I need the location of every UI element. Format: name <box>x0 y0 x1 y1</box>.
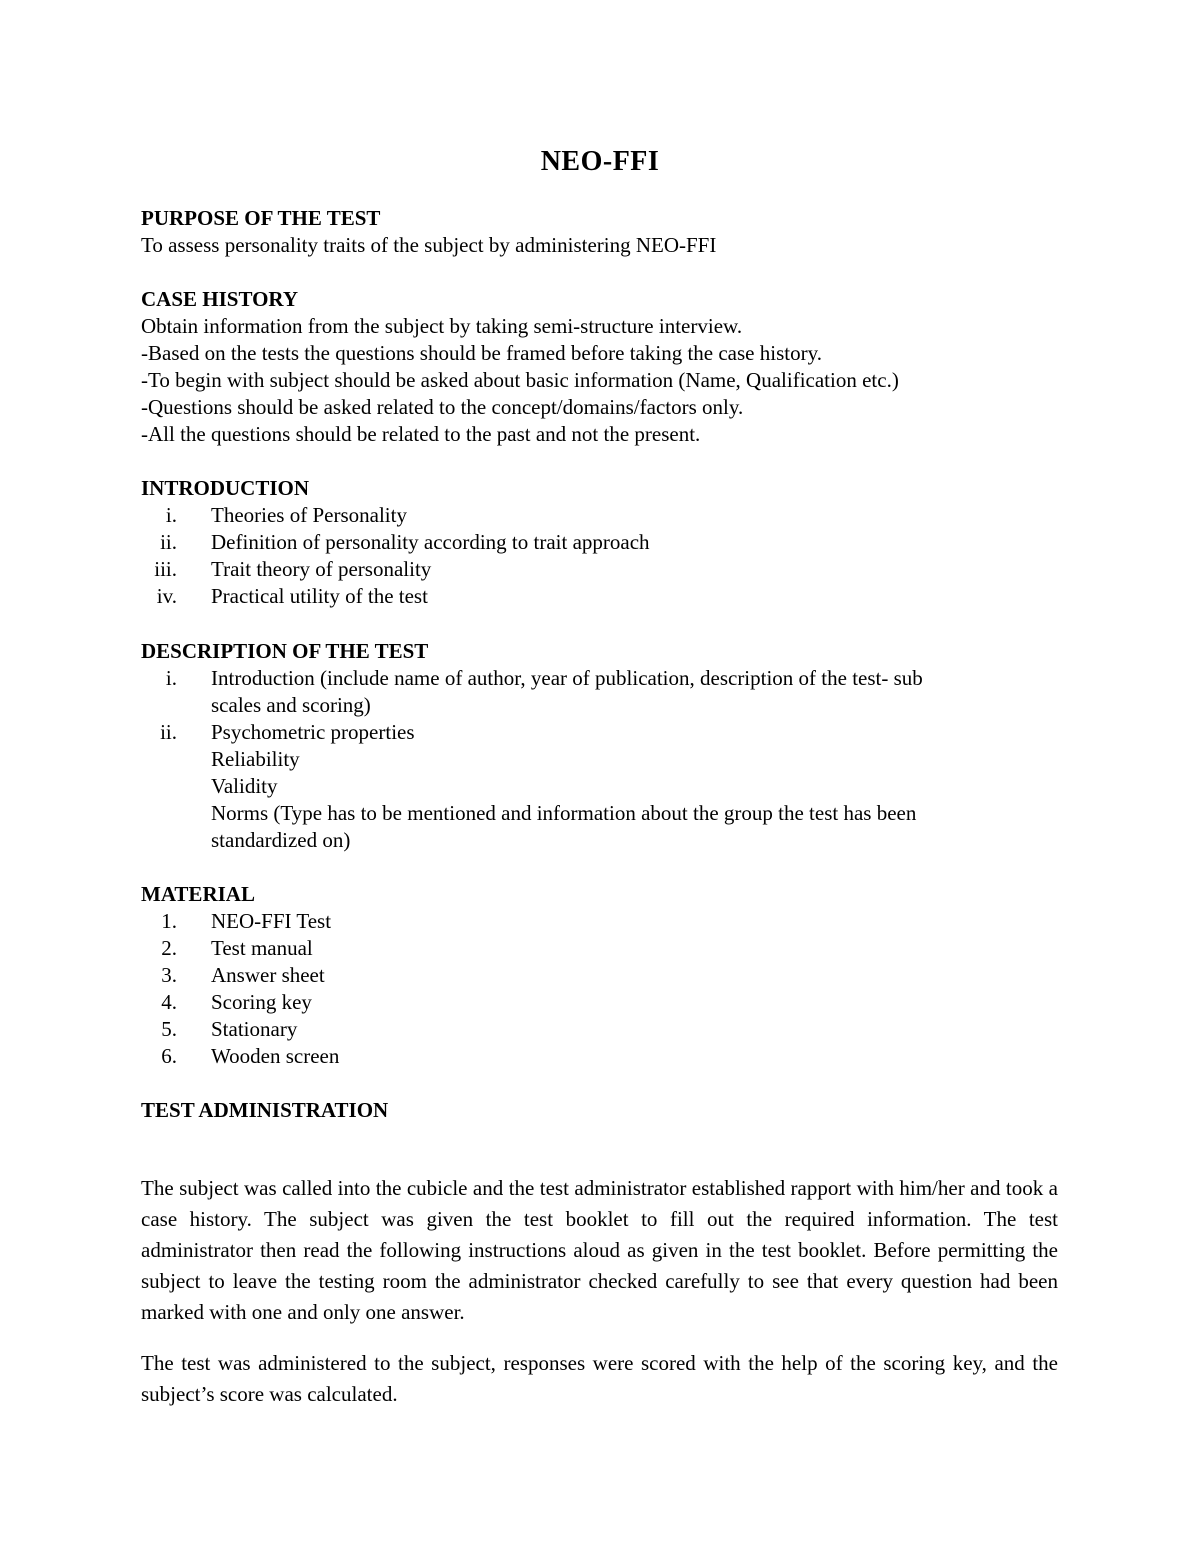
case-history-section <box>141 286 1061 448</box>
list-item-text: Psychometric properties <box>211 720 415 744</box>
list-item-number: ii. <box>160 530 177 554</box>
list-item-text: Introduction (include name of author, year of publication, description of the test- sub <box>211 666 923 690</box>
list-item-number: 2. <box>161 936 177 960</box>
list-item-number: i. <box>165 666 177 690</box>
list-item <box>141 908 1061 935</box>
administration-heading: TEST ADMINISTRATION <box>141 1098 389 1122</box>
list-item-number: 3. <box>161 963 177 987</box>
administration-paragraph: The test was administered to the subject, responses were scored with the help of the scoring key, and the subject’s score was calculated. <box>141 1351 1058 1406</box>
list-item-text: Scoring key <box>211 990 312 1014</box>
case-history-line: -To begin with subject should be asked about basic information (Name, Qualification etc.) <box>141 368 899 392</box>
list-item-continuation <box>141 800 1061 827</box>
introduction-heading: INTRODUCTION <box>141 476 310 500</box>
list-item-number: 6. <box>161 1044 177 1068</box>
list-item <box>141 935 1061 962</box>
list-item-number: i. <box>165 503 177 527</box>
list-item-continuation <box>141 773 1061 800</box>
list-item-text: Stationary <box>211 1017 298 1041</box>
list-item-number: 1. <box>161 909 177 933</box>
purpose-section <box>141 205 1061 259</box>
list-item-text: Test manual <box>211 936 313 960</box>
list-item-text: Validity <box>211 774 278 798</box>
case-history-line: -Questions should be asked related to the concept/domains/factors only. <box>141 395 744 419</box>
list-item-text: Practical utility of the test <box>211 584 428 608</box>
purpose-text: To assess personality traits of the subject by administering NEO-FFI <box>141 233 717 257</box>
list-item-number: 5. <box>161 1017 177 1041</box>
case-history-line: -All the questions should be related to the past and not the present. <box>141 422 701 446</box>
list-item <box>141 665 1061 692</box>
list-item <box>141 1043 1061 1070</box>
case-history-heading: CASE HISTORY <box>141 287 299 311</box>
list-item-number: iii. <box>154 557 177 581</box>
list-item-text: Reliability <box>211 747 300 771</box>
purpose-heading: PURPOSE OF THE TEST <box>141 206 381 230</box>
material-heading: MATERIAL <box>141 882 255 906</box>
list-item-text: Answer sheet <box>211 963 325 987</box>
administration-paragraph: The subject was called into the cubicle and the test administrator established rapport with him/her and took a case history. The subject was given the test booklet to fill out the required information. The test administrator then read the following instructions aloud as given in the test booklet. Before permitting the subject to leave the testing room the administrator checked carefully to see that every question had been marked with one and only one answer. <box>141 1176 1058 1324</box>
description-section <box>141 638 1061 854</box>
document-title: NEO-FFI <box>540 146 660 177</box>
list-item <box>141 962 1061 989</box>
list-item-text: standardized on) <box>211 828 351 852</box>
material-section <box>141 881 1061 1070</box>
list-item-number: 4. <box>161 990 177 1014</box>
list-item-text: Norms (Type has to be mentioned and information about the group the test has been <box>211 801 917 825</box>
list-item-text: Definition of personality according to trait approach <box>211 530 650 554</box>
list-item-number: ii. <box>160 720 177 744</box>
description-heading: DESCRIPTION OF THE TEST <box>141 639 429 663</box>
list-item-text: Trait theory of personality <box>211 557 432 581</box>
list-item <box>141 719 1061 746</box>
list-item <box>141 989 1061 1016</box>
introduction-section <box>141 475 1061 610</box>
list-item-continuation <box>141 746 1061 773</box>
list-item-text: Theories of Personality <box>211 503 407 527</box>
list-item <box>141 1016 1061 1043</box>
list-item-continuation <box>141 827 1061 854</box>
case-history-line: -Based on the tests the questions should be framed before taking the case history. <box>141 341 822 365</box>
administration-section <box>141 1097 1061 1124</box>
case-history-line: Obtain information from the subject by taking semi-structure interview. <box>141 314 743 338</box>
list-item <box>141 529 1061 556</box>
list-item-text: NEO-FFI Test <box>211 909 332 933</box>
list-item-number: iv. <box>156 584 177 608</box>
list-item <box>141 502 1061 529</box>
list-item <box>141 583 1061 610</box>
list-item-text: Wooden screen <box>211 1044 340 1068</box>
list-item-text: scales and scoring) <box>211 693 371 717</box>
list-item-continuation <box>141 692 1061 719</box>
list-item <box>141 556 1061 583</box>
